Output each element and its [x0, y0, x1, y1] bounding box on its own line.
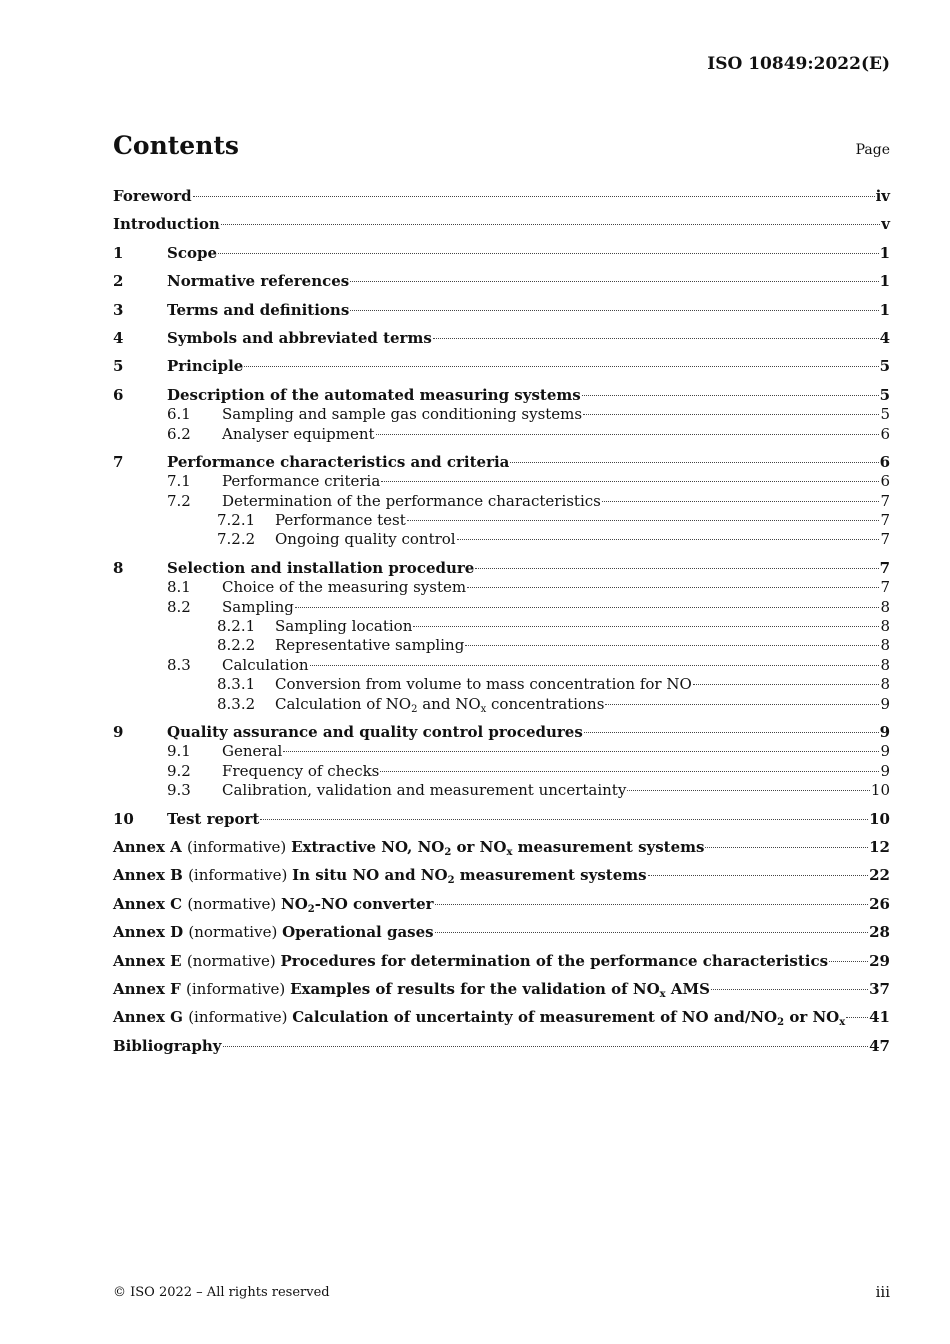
toc-entry[interactable]: [113, 980, 890, 999]
dot-leader: [605, 704, 879, 705]
dot-leader: [283, 751, 879, 752]
annex-label: Annex E: [113, 951, 187, 970]
toc-entry-page: 10: [869, 809, 890, 828]
toc-entry-text: Scope: [167, 243, 218, 262]
toc-entry-page: 1: [879, 300, 890, 319]
toc-entry-text: Choice of the measuring system: [222, 578, 467, 597]
toc-entry-page: 37: [869, 979, 890, 998]
toc-entry-page: 9: [880, 742, 890, 761]
table-of-contents: [113, 187, 890, 1056]
toc-entry-page: 7: [879, 558, 890, 577]
toc-entry-page: 10: [870, 781, 890, 800]
toc-entry-page: 7: [880, 511, 890, 530]
toc-entry[interactable]: [113, 187, 890, 206]
toc-entry-title: [167, 559, 474, 578]
toc-entry-text: Calculation: [222, 655, 309, 674]
toc-entry[interactable]: [113, 617, 890, 636]
toc-entry-title: [113, 952, 828, 971]
toc-entry-title: [222, 492, 601, 511]
annex-label: Annex A: [113, 837, 188, 856]
toc-entry-text: Performance test: [275, 511, 406, 530]
dot-leader: [510, 462, 878, 463]
toc-entry-number: 9.3: [167, 781, 191, 800]
toc-entry-title: [222, 742, 282, 761]
dot-leader: [350, 310, 878, 311]
toc-entry-page: 41: [869, 1008, 890, 1027]
toc-entry-text: Bibliography: [113, 1036, 222, 1055]
annex-type: (informative): [188, 1008, 293, 1027]
toc-entry-text: Representative sampling: [275, 636, 465, 655]
toc-entry-page: 8: [880, 597, 890, 616]
toc-entry-title: [113, 1008, 845, 1027]
toc-entry-number: 8.2.2: [217, 636, 256, 655]
toc-entry-title: [113, 1037, 222, 1056]
toc-entry[interactable]: [113, 472, 890, 491]
dot-leader: [376, 434, 880, 435]
toc-entry-title: [167, 272, 349, 291]
dot-leader: [705, 847, 868, 848]
toc-entry-page: 5: [880, 405, 890, 424]
toc-entry-number: 8.2: [167, 597, 191, 616]
annex-label: Annex C: [113, 894, 188, 913]
page-title: Contents: [113, 131, 240, 160]
toc-entry-number: 3: [113, 300, 124, 319]
dot-leader: [193, 196, 875, 197]
toc-entry[interactable]: [113, 386, 890, 405]
toc-entry-title: [167, 244, 217, 263]
toc-entry-title: [222, 762, 379, 781]
toc-entry-title: [275, 675, 692, 694]
toc-entry-text: Quality assurance and quality control procedures: [167, 722, 583, 741]
dot-leader: [407, 520, 880, 521]
annex-label: Annex D: [113, 923, 189, 942]
dot-leader: [413, 626, 879, 627]
toc-entry-text: Sampling and sample gas conditioning systems: [222, 405, 583, 424]
toc-entry-text: Introduction: [113, 215, 220, 234]
toc-entry-number: 8.3: [167, 655, 191, 674]
toc-entry-text: Frequency of checks: [222, 761, 380, 780]
page-column-label: Page: [855, 142, 890, 158]
toc-entry[interactable]: [113, 656, 890, 675]
dot-leader: [221, 224, 880, 225]
toc-entry[interactable]: [113, 244, 890, 263]
toc-entry[interactable]: [113, 511, 890, 530]
toc-entry-text: Extractive NO, $NO_2$ or $NO_x$ measurement systems: [291, 837, 705, 858]
toc-entry-number: 7.1: [167, 472, 191, 491]
toc-entry[interactable]: [113, 598, 890, 617]
toc-entry-page: 29: [869, 951, 890, 970]
toc-entry[interactable]: [113, 492, 890, 511]
toc-entry-title: [275, 530, 456, 549]
toc-entry-page: 28: [869, 923, 890, 942]
toc-entry-number: 8.3.1: [217, 675, 256, 694]
toc-entry-page: 9: [880, 694, 890, 713]
toc-entry-number: 1: [113, 243, 124, 262]
toc-entry-number: 6: [113, 385, 124, 404]
dot-leader: [475, 568, 878, 569]
toc-entry-text: Sampling location: [275, 617, 413, 636]
toc-entry[interactable]: [113, 838, 890, 857]
dot-leader: [381, 481, 879, 482]
toc-entry-title: [275, 617, 412, 636]
toc-entry-page: 12: [869, 837, 890, 856]
toc-entry-page: 4: [879, 328, 890, 347]
toc-entry-page: 9: [879, 722, 890, 741]
toc-entry-text: Sampling: [222, 597, 294, 616]
annex-label: Annex G: [113, 1008, 189, 1027]
toc-entry-number: 7: [113, 452, 124, 471]
dot-leader: [846, 1017, 868, 1018]
dot-leader: [693, 684, 880, 685]
toc-entry[interactable]: [113, 530, 890, 549]
toc-entry-page: 6: [880, 472, 890, 491]
toc-entry-number: 8.2.1: [217, 617, 256, 636]
toc-entry[interactable]: [113, 301, 890, 320]
toc-entry[interactable]: [113, 781, 890, 800]
toc-entry-title: [167, 357, 243, 376]
toc-entry-page: 6: [879, 452, 890, 471]
toc-entry-title: [113, 866, 647, 885]
toc-entry-text: Analyser equipment: [222, 424, 375, 443]
toc-entry-page: 9: [880, 761, 890, 780]
toc-entry-page: 8: [880, 675, 890, 694]
toc-entry-page: 7: [880, 491, 890, 510]
toc-entry-title: [167, 723, 583, 742]
toc-entry[interactable]: [113, 810, 890, 829]
toc-entry[interactable]: [113, 1037, 890, 1056]
toc-entry-text: Procedures for determination of the performance characteristics: [280, 951, 829, 970]
toc-entry-title: [167, 810, 259, 829]
toc-entry-page: 6: [880, 424, 890, 443]
toc-entry[interactable]: [113, 1008, 890, 1027]
toc-entry-text: Ongoing quality control: [275, 530, 456, 549]
toc-entry[interactable]: [113, 578, 890, 597]
toc-entry-number: 9: [113, 722, 124, 741]
toc-entry-text: Calculation of uncertainty of measurement of NO and/$NO_2$ or $NO_x$: [292, 1008, 846, 1029]
toc-entry-page: 1: [879, 243, 890, 262]
dot-leader: [711, 989, 868, 990]
toc-entry[interactable]: [113, 866, 890, 885]
toc-entry[interactable]: [113, 559, 890, 578]
toc-entry-page: 8: [880, 636, 890, 655]
toc-entry[interactable]: [113, 329, 890, 348]
annex-type: (informative): [188, 866, 293, 885]
toc-entry-text: Foreword: [113, 187, 192, 205]
toc-entry-page: iv: [875, 187, 890, 205]
toc-entry-page: 22: [869, 866, 890, 885]
dot-leader: [467, 587, 879, 588]
toc-entry-text: General: [222, 742, 283, 761]
toc-entry[interactable]: [113, 272, 890, 291]
toc-entry-number: 2: [113, 272, 124, 291]
toc-entry-number: 4: [113, 328, 124, 347]
annex-type: (informative): [186, 979, 291, 998]
dot-leader: [295, 607, 880, 608]
toc-entry-title: [222, 425, 375, 444]
toc-entry-title: [275, 695, 604, 714]
dot-leader: [583, 414, 879, 415]
toc-entry-text: Performance criteria: [222, 472, 381, 491]
toc-entry-page: 1: [879, 272, 890, 291]
toc-entry-title: [222, 578, 466, 597]
toc-entry-text: Symbols and abbreviated terms: [167, 328, 432, 347]
toc-entry[interactable]: [113, 952, 890, 971]
toc-entry[interactable]: [113, 895, 890, 914]
toc-entry-text: In situ NO and $NO_2$ measurement systems: [292, 866, 647, 887]
toc-entry[interactable]: [113, 675, 890, 694]
toc-entry-text: Test report: [167, 809, 260, 828]
toc-entry-title: [222, 598, 294, 617]
dot-leader: [602, 501, 880, 502]
annex-type: (normative): [187, 894, 282, 913]
dot-leader: [218, 253, 879, 254]
dot-leader: [380, 771, 879, 772]
toc-entry-text: Terms and definitions: [167, 300, 350, 319]
dot-leader: [435, 904, 869, 905]
dot-leader: [350, 281, 878, 282]
dot-leader: [433, 338, 879, 339]
toc-entry-page: 47: [869, 1036, 890, 1055]
toc-entry-page: 7: [880, 578, 890, 597]
dot-leader: [260, 819, 868, 820]
toc-entry-text: Performance characteristics and criteria: [167, 452, 510, 471]
toc-entry-title: [113, 215, 220, 234]
toc-entry-number: 5: [113, 357, 124, 376]
toc-entry[interactable]: [113, 405, 890, 424]
toc-entry-title: [113, 895, 434, 914]
annex-type: (normative): [186, 951, 281, 970]
toc-entry-title: [113, 923, 434, 942]
toc-entry[interactable]: [113, 923, 890, 942]
toc-entry-number: 10: [113, 809, 134, 828]
toc-entry[interactable]: [113, 425, 890, 444]
toc-entry-title: [113, 838, 704, 857]
toc-entry-text: Calibration, validation and measurement uncertainty: [222, 781, 627, 800]
toc-entry-title: [222, 472, 380, 491]
toc-entry-text: Normative references: [167, 272, 350, 291]
annex-label: Annex B: [113, 866, 189, 885]
toc-entry[interactable]: [113, 453, 890, 472]
toc-entry-number: 8: [113, 558, 124, 577]
toc-entry-number: 7.2.2: [217, 530, 256, 549]
toc-entry-number: 7.2.1: [217, 511, 256, 530]
dot-leader: [829, 961, 868, 962]
toc-entry-page: v: [881, 215, 890, 234]
toc-entry-number: 9.1: [167, 742, 191, 761]
toc-entry[interactable]: [113, 636, 890, 655]
toc-entry-title: [275, 636, 464, 655]
dot-leader: [582, 395, 879, 396]
toc-entry-number: 8.1: [167, 578, 191, 597]
annex-type: (informative): [187, 837, 292, 856]
toc-entry-title: [167, 386, 581, 405]
toc-entry-text: Calculation of $NO_2$ and $NO_x$ concentrations: [275, 694, 605, 715]
toc-entry-page: 7: [880, 530, 890, 549]
toc-entry-title: [167, 301, 349, 320]
dot-leader: [244, 366, 878, 367]
dot-leader: [627, 790, 870, 791]
toc-entry[interactable]: [113, 723, 890, 742]
dot-leader: [648, 875, 869, 876]
toc-entry-number: 6.1: [167, 405, 191, 424]
toc-entry-text: Conversion from volume to mass concentration for NO: [275, 675, 692, 694]
toc-entry-number: 8.3.2: [217, 694, 256, 713]
toc-entry-title: [222, 781, 626, 800]
toc-entry[interactable]: [113, 695, 890, 714]
toc-entry-text: Description of the automated measuring systems: [167, 385, 581, 404]
toc-entry-text: Operational gases: [282, 923, 434, 942]
toc-entry-title: [275, 511, 406, 530]
toc-entry-title: [113, 980, 710, 999]
toc-entry-page: 8: [880, 617, 890, 636]
toc-entry-title: [222, 656, 309, 675]
toc-entry-page: 26: [869, 894, 890, 913]
toc-entry[interactable]: [113, 742, 890, 761]
toc-entry-title: [222, 405, 582, 424]
toc-entry-page: 5: [879, 385, 890, 404]
toc-entry-page: 5: [879, 357, 890, 376]
toc-entry-text: Principle: [167, 357, 244, 376]
toc-entry[interactable]: [113, 357, 890, 376]
toc-entry-text: Determination of the performance characteristics: [222, 491, 601, 510]
toc-entry-title: [167, 329, 432, 348]
footer-page-number: iii: [875, 1283, 890, 1301]
toc-entry[interactable]: [113, 762, 890, 781]
annex-label: Annex F: [113, 979, 187, 998]
toc-entry-text: Selection and installation procedure: [167, 558, 475, 577]
toc-entry-text: Examples of results for the validation of $NO_x$ AMS: [290, 979, 710, 1000]
toc-entry-page: 8: [880, 655, 890, 674]
toc-entry-number: 9.2: [167, 761, 191, 780]
dot-leader: [584, 732, 879, 733]
toc-entry-title: [113, 187, 192, 206]
standard-identifier: ISO 10849:2022(E): [707, 54, 890, 74]
copyright-notice: © ISO 2022 – All rights reserved: [113, 1285, 330, 1300]
dot-leader: [465, 645, 879, 646]
toc-entry-text: $NO_2-NO$ converter: [281, 894, 434, 915]
dot-leader: [223, 1046, 869, 1047]
toc-entry-title: [167, 453, 509, 472]
dot-leader: [310, 665, 880, 666]
annex-type: (normative): [188, 923, 283, 942]
dot-leader: [435, 932, 869, 933]
dot-leader: [457, 539, 880, 540]
toc-entry[interactable]: [113, 215, 890, 234]
toc-entry-number: 7.2: [167, 491, 191, 510]
toc-entry-number: 6.2: [167, 424, 191, 443]
